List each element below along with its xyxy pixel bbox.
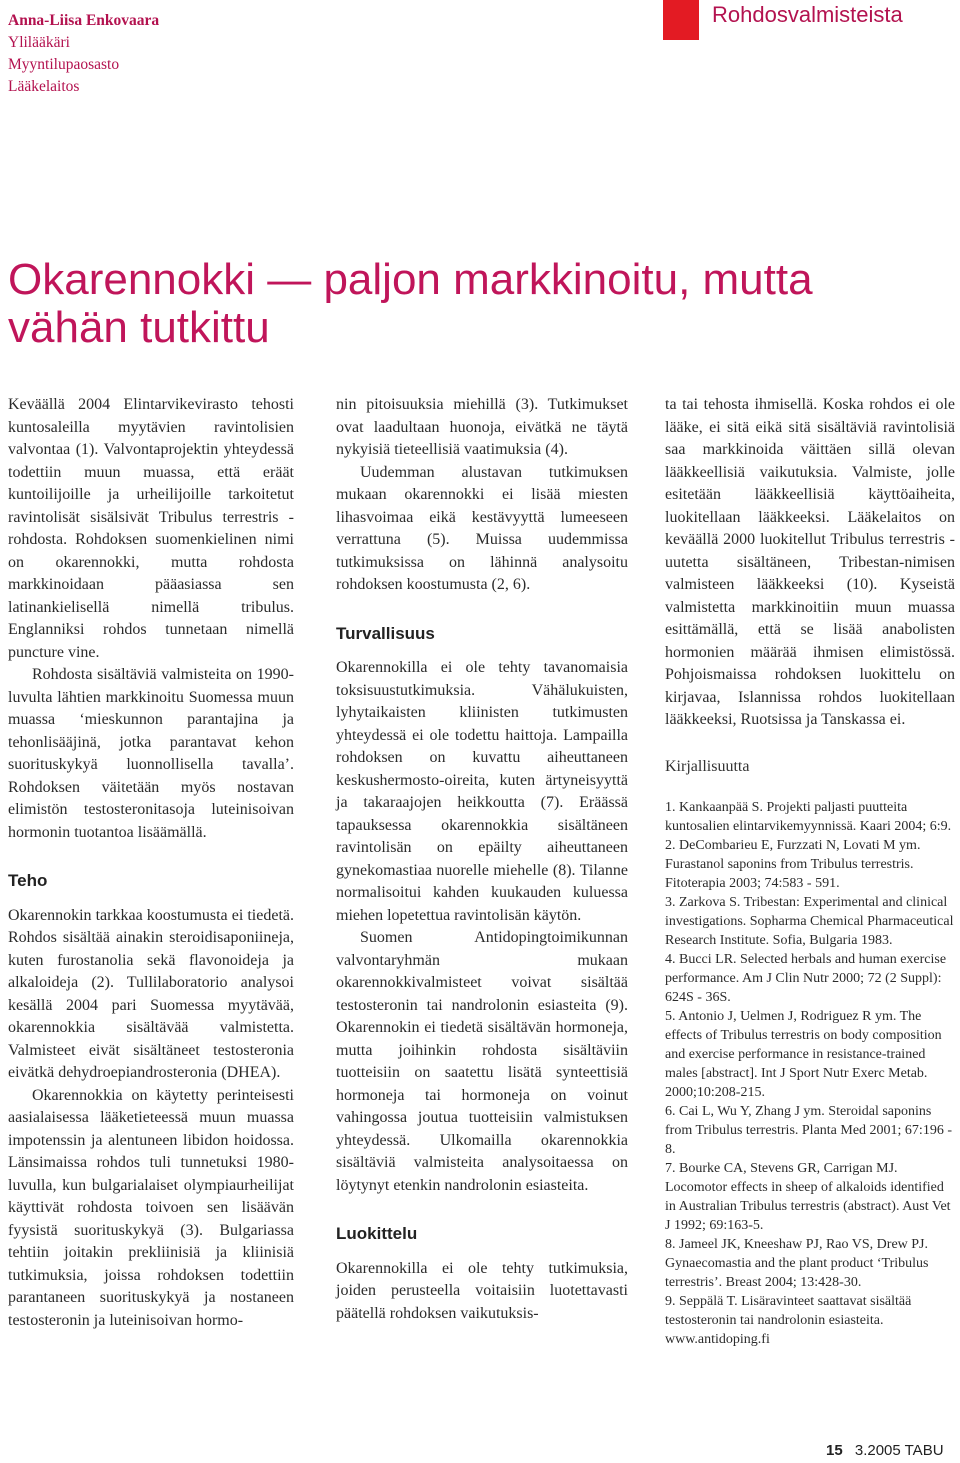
author-role: Ylilääkäri: [8, 34, 70, 51]
reference-item: 7. Bourke CA, Stevens GR, Carrigan MJ. Locomotor effects in sheep of alkaloids identified in Australian Tribulus terrestris (abstract). Aust Vet J 1992; 69:163-5.: [665, 1161, 951, 1233]
paragraph: Okarennokilla ei ole tehty tavanomaisia toksisuustutkimuksia. Vähälukuisten, lyhytaikaisten kliinisten tutkimusten yhteydessä ei ole todettu haittoja. Lampailla rohdoksen on kuvattu aiheuttaneen keskushermosto-oireita, kuten ärtyneisyyttä ja takaraajojen heikkoutta (7). Eräässä tapauksessa okarennokkia sisältäneen ravintolisän on epäilty aiheuttaneen gynekomastiaa nuorelle miehelle (8). Tilanne normalisoitui kahden kuukauden kuluessa miehen lopetettua ravintolisän käytön.: [336, 659, 628, 924]
paragraph: ta tai tehosta ihmisellä. Koska rohdos ei ole lääke, ei sitä eikä sitä sisältäviä ravintolisiä saa markkinoida väittäen sillä olevan lääkkeellisiä vaikutuksia. Valmiste, jolle esitetään lääkkeellisiä käyttöaiheita, luokitellaan lääkkeeksi. Lääkelaitos on keväällä 2000 luokitellut Tribulus terrestris -uutetta sisältäneen, Tribestan-nimisen valmisteen lääkkeeksi (10). Kyseistä valmistetta markkinoitiin muun muassa esittämällä, että se lisää anabolisten hormonien määrää ihmisen elimistössä. Pohjoismaissa rohdoksen luokittelu on kirjavaa, Islannissa rohdos luokitellaan lääkkeeksi, Ruotsissa ja Tanskassa ei.: [665, 396, 955, 728]
title-line-2: vähän tutkittu: [8, 303, 270, 352]
reference-item: 6. Cai L, Wu Y, Zhang J ym. Steroidal saponins from Tribulus terrestris. Planta Med 2001; 67:196 - 8.: [665, 1104, 952, 1157]
reference-item: 9. Seppälä T. Lisäravinteet saattavat sisältää testosteronin tai nandrolonin esiasteita. www.antidoping.fi: [665, 1294, 912, 1347]
paragraph: Rohdosta sisältäviä valmisteita on 1990-luvulta lähtien markkinoitu Suomessa muun muassa ‘mieskunnon parantajina ja tehonlisääjinä, jotka parantavat kehon suorituskykyä luonnollisella tavalla’. Rohdoksen väitetään myös nostavan elimistön testosteronitasoja luteinisoivan hormonin tuotantoa lisäämällä.: [8, 666, 294, 841]
paragraph: Okarennokkia on käytetty perinteisesti aasialaisessa lääketieteessä muun muassa impotenssin ja alentuneen libidon hoidossa. Länsimaissa rohdos tuli tunnetuksi 1980-luvulla, kun bulgarialaiset olympiaurheilijat käyttivät rohdosta toivoen sen lisäävän fyysistä suorituskykyä (3). Bulgariassa tehtiin joitakin prekliinisiä ja kliinisiä tutkimuksia, joissa rohdoksen todettiin parantaneen suorituskykyä ja nostaneen testosteronin ja luteinisoivan hormo-: [8, 1086, 294, 1329]
section-marker: [663, 0, 699, 40]
author-name: Anna-Liisa Enkovaara: [8, 12, 160, 29]
issue-label: 3.2005 TABU: [854, 1442, 944, 1459]
heading-teho: Teho: [8, 871, 48, 890]
article-title: [8, 256, 908, 352]
paragraph: nin pitoisuuksia miehillä (3). Tutkimukset ovat laadultaan huonoja, eivätkä ne täytä nykyisiä tieteellisiä vaatimuksia (4).: [336, 396, 628, 458]
heading-references: Kirjallisuutta: [665, 757, 750, 775]
page-footer: [826, 1442, 944, 1459]
title-line-1: Okarennokki — paljon markkinoitu, mutta: [8, 255, 813, 304]
paragraph: Uudemman alustavan tutkimuksen mukaan okarennokki ei lisää miesten lihasvoimaa eikä kestävyyttä lumeeseen verrattuna (5). Muissa uudemmissa tutkimuksissa on lähinnä analysoitu rohdoksen koostumusta (2, 6).: [336, 463, 628, 593]
paragraph: Okarennokin tarkkaa koostumusta ei tiedetä. Rohdos sisältää ainakin steroidisaponiineja, kuten furostanolia sekä flavonoideja ja alkaloideja (2). Tullilaboratorio analysoi kesällä 2004 pari Suomessa myytävää, okarennokkia sisältävää valmistetta. Valmisteet eivät sisältäneet testosteronia eivätkä dehydroepiandrosteronia (DHEA).: [8, 906, 294, 1081]
heading-turvallisuus: Turvallisuus: [336, 623, 435, 643]
section-label: Rohdosvalmisteista: [712, 2, 903, 27]
column-3: [665, 394, 955, 1349]
reference-item: 2. DeCombarieu E, Furzzati N, Lovati M ym. Furastanol saponins from Tribulus terrestris. Fitoterapia 2003; 74:583 - 591.: [665, 838, 921, 891]
paragraph: Suomen Antidopingtoimikunnan valvontaryhmän mukaan okarennokkivalmisteet voivat sisältää testosteronin tai nandrolonin esiasteita (9). Okarennokin ei tiedetä sisältävän hormoneja, mutta joihinkin rohdosta sisältäviin tuotteisiin on saatettu lisätä synteettisiä hormoneja tai hormoneja on voinut vahingossa joutua tuotteisiin valmistuksen yhteydessä. Ulkomailla okarennokkia sisältäviä valmisteita analysoitaessa on löytynyt etenkin nandrolonin esiasteita.: [336, 929, 628, 1194]
column-1: [8, 394, 294, 1332]
reference-item: 4. Bucci LR. Selected herbals and human exercise performance. Am J Clin Nutr 2000; 72 (2 Suppl): 624S - 36S.: [665, 952, 947, 1005]
author-department: Myyntilupaosasto: [8, 56, 120, 73]
page-number: 15: [826, 1442, 843, 1459]
reference-item: 3. Zarkova S. Tribestan: Experimental and clinical investigations. Sopharma Chemical Pharmaceutical Research Institute. Sofia, Bulgaria 1983.: [665, 895, 954, 948]
paragraph: Keväällä 2004 Elintarvikevirasto tehosti kuntosaleilla myytävien ravintolisien valvontaa (1). Valvontaprojektin yhteydessä todettiin muun muassa, että eräät kuntoilijoille ja urheilijoille tarkoitetut ravintolisät sisälsivät Tribulus terrestris -rohdosta. Rohdoksen suomenkielinen nimi on okarennokki, mutta rohdosta markkinoidaan pääasiassa sen latinankielisellä nimellä tribulus. Englanniksi rohdos tunnetaan nimellä puncture vine.: [8, 396, 294, 661]
reference-item: 8. Jameel JK, Kneeshaw PJ, Rao VS, Drew PJ. Gynaecomastia and the plant product ‘Tribulus terrestris’. Breast 2004; 13:428-30.: [665, 1237, 929, 1290]
author-org: Lääkelaitos: [8, 78, 80, 95]
reference-item: 5. Antonio J, Uelmen J, Rodriguez R ym. The effects of Tribulus terrestris on body composition and exercise performance in resistance-trained males [abstract]. Int J Sport Nutr Exerc Metab. 2000;10:208-215.: [665, 1009, 942, 1100]
paragraph: Okarennokilla ei ole tehty tutkimuksia, joiden perusteella voitaisiin luotettavasti päätellä rohdoksen vaikutuksis-: [336, 1259, 628, 1322]
reference-item: 1. Kankaanpää S. Projekti paljasti puutteita kuntosalien elintarvikemyynnissä. Kaari 2004; 6:9.: [665, 800, 952, 834]
heading-luokittelu: Luokittelu: [336, 1224, 418, 1243]
reference-list: [665, 798, 955, 1349]
column-2: [336, 394, 628, 1325]
author-block: [8, 10, 159, 98]
